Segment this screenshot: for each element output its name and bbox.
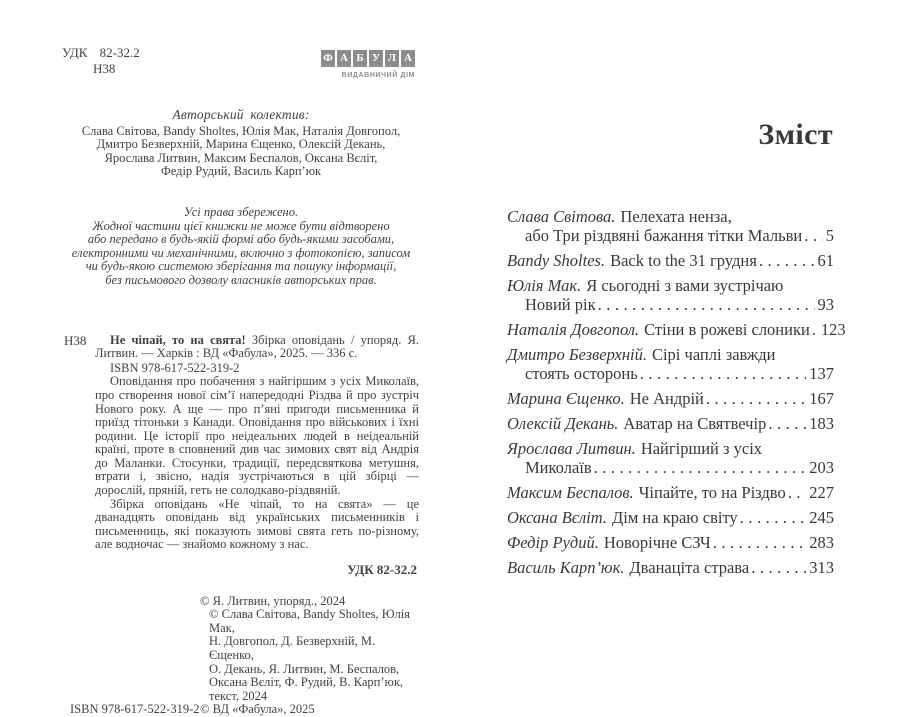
classification-code: Н38 (93, 60, 116, 76)
toc-story-title: Back to the 31 грудня (610, 251, 757, 270)
toc-entry-line (507, 345, 834, 364)
toc-entry-line (507, 483, 834, 502)
copyright-line: Оксана Вєліт, Ф. Рудий, В. Карп’юк, (209, 675, 404, 690)
dot-leader (640, 364, 806, 383)
authors-list (62, 125, 420, 179)
annotation-paragraph-1: Оповідання про побачення з найгіршим з усіх Миколаїв, про створення нової сім’ї напередодні Різдва й про зустріч Нового року. А ще — про п’яні пригоди письменника й приїзд тітоньки з Канади. Оповідання про військових і їхні родини. Це історії про неідеальних людей в неідеальній країні, проте в сповнений див час зимових свят від Андрія до Маланки. Стосунки, традиції, передсвяткова метушня, втрати і, звісно, надія зустрічаються в цій збірці — дорослій, пряній, геть не солодкаво-різдвяній. (95, 374, 419, 498)
toc-entry-line (507, 226, 834, 245)
toc-entry-line (507, 364, 834, 383)
logo-letter: Ф (321, 50, 335, 67)
logo-letter-blocks (321, 50, 415, 67)
dot-leader (804, 226, 823, 245)
toc-entry (507, 533, 834, 552)
rights-line: або передано в будь-якій формі або будь-якими засобами, (87, 232, 395, 247)
toc-story-title: Я сьогодні з вами зустрічаю (586, 276, 784, 295)
toc-entry-line (507, 508, 834, 527)
book-title: Не чіпай, то на свята! (110, 332, 246, 347)
toc-page-number: 167 (809, 389, 834, 408)
toc-entry (507, 414, 834, 433)
toc-page-number: 245 (809, 508, 834, 527)
toc-entry-line (507, 558, 834, 577)
toc-entry (507, 558, 834, 577)
copyright-line: © Я. Литвин, упоряд., 2024 (200, 593, 346, 608)
toc-author: Bandy Sholtes. (507, 251, 606, 270)
authors-line: Слава Світова, Bandy Sholtes, Юлія Мак, Наталія Довгопол, (81, 123, 401, 138)
toc-entry-line (507, 320, 846, 339)
toc-entry (507, 207, 834, 245)
copyright-line: Н. Довгопол, Д. Безверхній, М. Єщенко, (209, 634, 376, 662)
toc-story-title: Дванаціта страва (629, 558, 750, 577)
dot-leader (706, 389, 806, 408)
toc-page-number: 183 (809, 414, 834, 433)
rights-line: електронними чи механічними, включно з фотокопією, записом (71, 245, 411, 260)
toc-page-number: 5 (825, 226, 834, 245)
authors-line: Ярослава Литвин, Максим Беспалов, Оксана Вєліт, (104, 150, 378, 165)
udk-code-bottom: УДК 82-32.2 (347, 562, 417, 578)
toc-author: Марина Єщенко. (507, 389, 625, 408)
dot-leader (788, 483, 807, 502)
copyright-line: текст, 2024 (209, 688, 268, 703)
toc-story-title-continued: Миколаїв (525, 458, 592, 477)
dot-leader (812, 320, 818, 339)
toc-page-number: 61 (817, 251, 834, 270)
toc-entry-line (507, 414, 834, 433)
bibliographic-record (62, 334, 420, 553)
toc-story-title: Стіни в рожеві слоники (644, 320, 810, 339)
toc-entry (507, 439, 834, 477)
toc-entry-line (507, 389, 834, 408)
logo-subtitle: ВИДАВНИЧИЙ ДІМ (341, 72, 415, 79)
toc-author: Василь Карп’юк. (507, 558, 625, 577)
toc-story-title: Найгірший з усіх (640, 439, 763, 458)
toc-entry (507, 345, 834, 383)
logo-letter: Б (353, 50, 367, 67)
imprint-page (62, 46, 420, 717)
toc-author: Максим Беспалов. (507, 483, 634, 502)
toc-entry (507, 389, 834, 408)
toc-page-number: 283 (809, 533, 834, 552)
toc-author: Ярослава Литвин. (507, 439, 636, 458)
toc-story-title-continued: Новий рік (525, 295, 596, 314)
imprint-bottom-row (62, 703, 420, 717)
authors-line: Федір Рудий, Василь Карп’юк (160, 164, 322, 179)
toc-page-number: 227 (809, 483, 834, 502)
rights-line: Усі права збережено. (183, 204, 299, 219)
isbn-bottom: ISBN 978-617-522-319-2 (70, 702, 200, 717)
toc-author: Дмитро Безверхній. (507, 345, 647, 364)
imprint-header (62, 46, 420, 96)
copyright-line: О. Декань, Я. Литвин, М. Беспалов, (209, 661, 400, 676)
toc-entry (507, 251, 834, 270)
toc-list (507, 207, 846, 577)
toc-story-title: Аватар на Святвечір (623, 414, 767, 433)
toc-story-title: Дім на краю світу (612, 508, 738, 527)
logo-letter: А (337, 50, 351, 67)
dot-leader (759, 251, 815, 270)
toc-story-title: Чіпайте, то на Різдво (638, 483, 786, 502)
copyright-line: © Слава Світова, Bandy Sholtes, Юлія Мак, (209, 607, 410, 635)
rights-line: Жодної частини цієї книжки не може бути відтворено (92, 218, 390, 233)
contents-page (507, 118, 846, 583)
toc-story-title: Пелехата ненза, (620, 207, 732, 226)
toc-entry (507, 276, 834, 314)
publisher-copyright: © ВД «Фабула», 2025 (200, 702, 315, 717)
toc-author: Наталія Довгопол. (507, 320, 640, 339)
toc-author: Оксана Вєліт. (507, 508, 608, 527)
toc-page-number: 313 (809, 558, 834, 577)
dot-leader (594, 458, 807, 477)
toc-story-title: Сірі чаплі завжди (651, 345, 776, 364)
toc-entry-line (507, 533, 834, 552)
toc-page-number: 137 (809, 364, 834, 383)
contents-title: Зміст (758, 118, 833, 151)
toc-author: Олексій Декань. (507, 414, 619, 433)
copyright-block (62, 595, 420, 704)
authors-line: Дмитро Безверхній, Марина Єщенко, Олексій Декань, (96, 137, 386, 152)
toc-story-title: Не Андрій (629, 389, 704, 408)
udk-code: УДК 82-32.2 (62, 45, 140, 60)
toc-author: Юлія Мак. (507, 276, 582, 295)
toc-entry-line (507, 276, 834, 295)
toc-author: Слава Світова. (507, 207, 616, 226)
toc-page-number: 93 (817, 295, 834, 314)
toc-entry-line (507, 251, 834, 270)
biblio-description: Збірка оповідань / упоряд. Я. Литвин. — Харків : ВД «Фабула», 2025. — 336 с. (95, 332, 420, 361)
toc-entry-line (507, 458, 834, 477)
toc-entry-line (507, 439, 834, 458)
logo-letter: Л (385, 50, 399, 67)
dot-leader (740, 508, 807, 527)
biblio-code: Н38 (64, 332, 87, 348)
toc-entry-line (507, 207, 834, 226)
dot-leader (751, 558, 806, 577)
toc-entry (507, 483, 834, 502)
toc-page-number: 203 (809, 458, 834, 477)
rights-line: без письмового дозволу власників авторських прав. (105, 272, 377, 287)
dot-leader (768, 414, 806, 433)
rights-line: чи будь-якою системою зберігання та пошуку інформації, (85, 259, 397, 274)
toc-story-title-continued: або Три різдвяні бажання тітки Мальви (525, 226, 803, 245)
fabula-publisher-logo (321, 50, 415, 83)
dot-leader (713, 533, 807, 552)
biblio-title-line (95, 334, 419, 361)
logo-letter: А (401, 50, 415, 67)
logo-letter: У (369, 50, 383, 67)
isbn-line: ISBN 978-617-522-319-2 (110, 360, 240, 375)
rights-notice (62, 206, 420, 288)
toc-entry (507, 320, 846, 339)
toc-story-title-continued: стоять осторонь (525, 364, 638, 383)
authors-heading: Авторський колектив: (172, 107, 310, 122)
toc-entry-line (507, 295, 834, 314)
annotation-paragraph-2: Збірка оповідань «Не чіпай, то на свята» — це дванадцять оповідань від українських письменників і письменниць, які показують зимові свята геть по-різному, але водночас — знайомо кожному з нас. (95, 496, 419, 552)
toc-page-number: 123 (820, 320, 846, 339)
toc-author: Федір Рудий. (507, 533, 599, 552)
dot-leader (598, 295, 815, 314)
toc-entry (507, 508, 834, 527)
toc-story-title: Новорічне СЗЧ (603, 533, 711, 552)
